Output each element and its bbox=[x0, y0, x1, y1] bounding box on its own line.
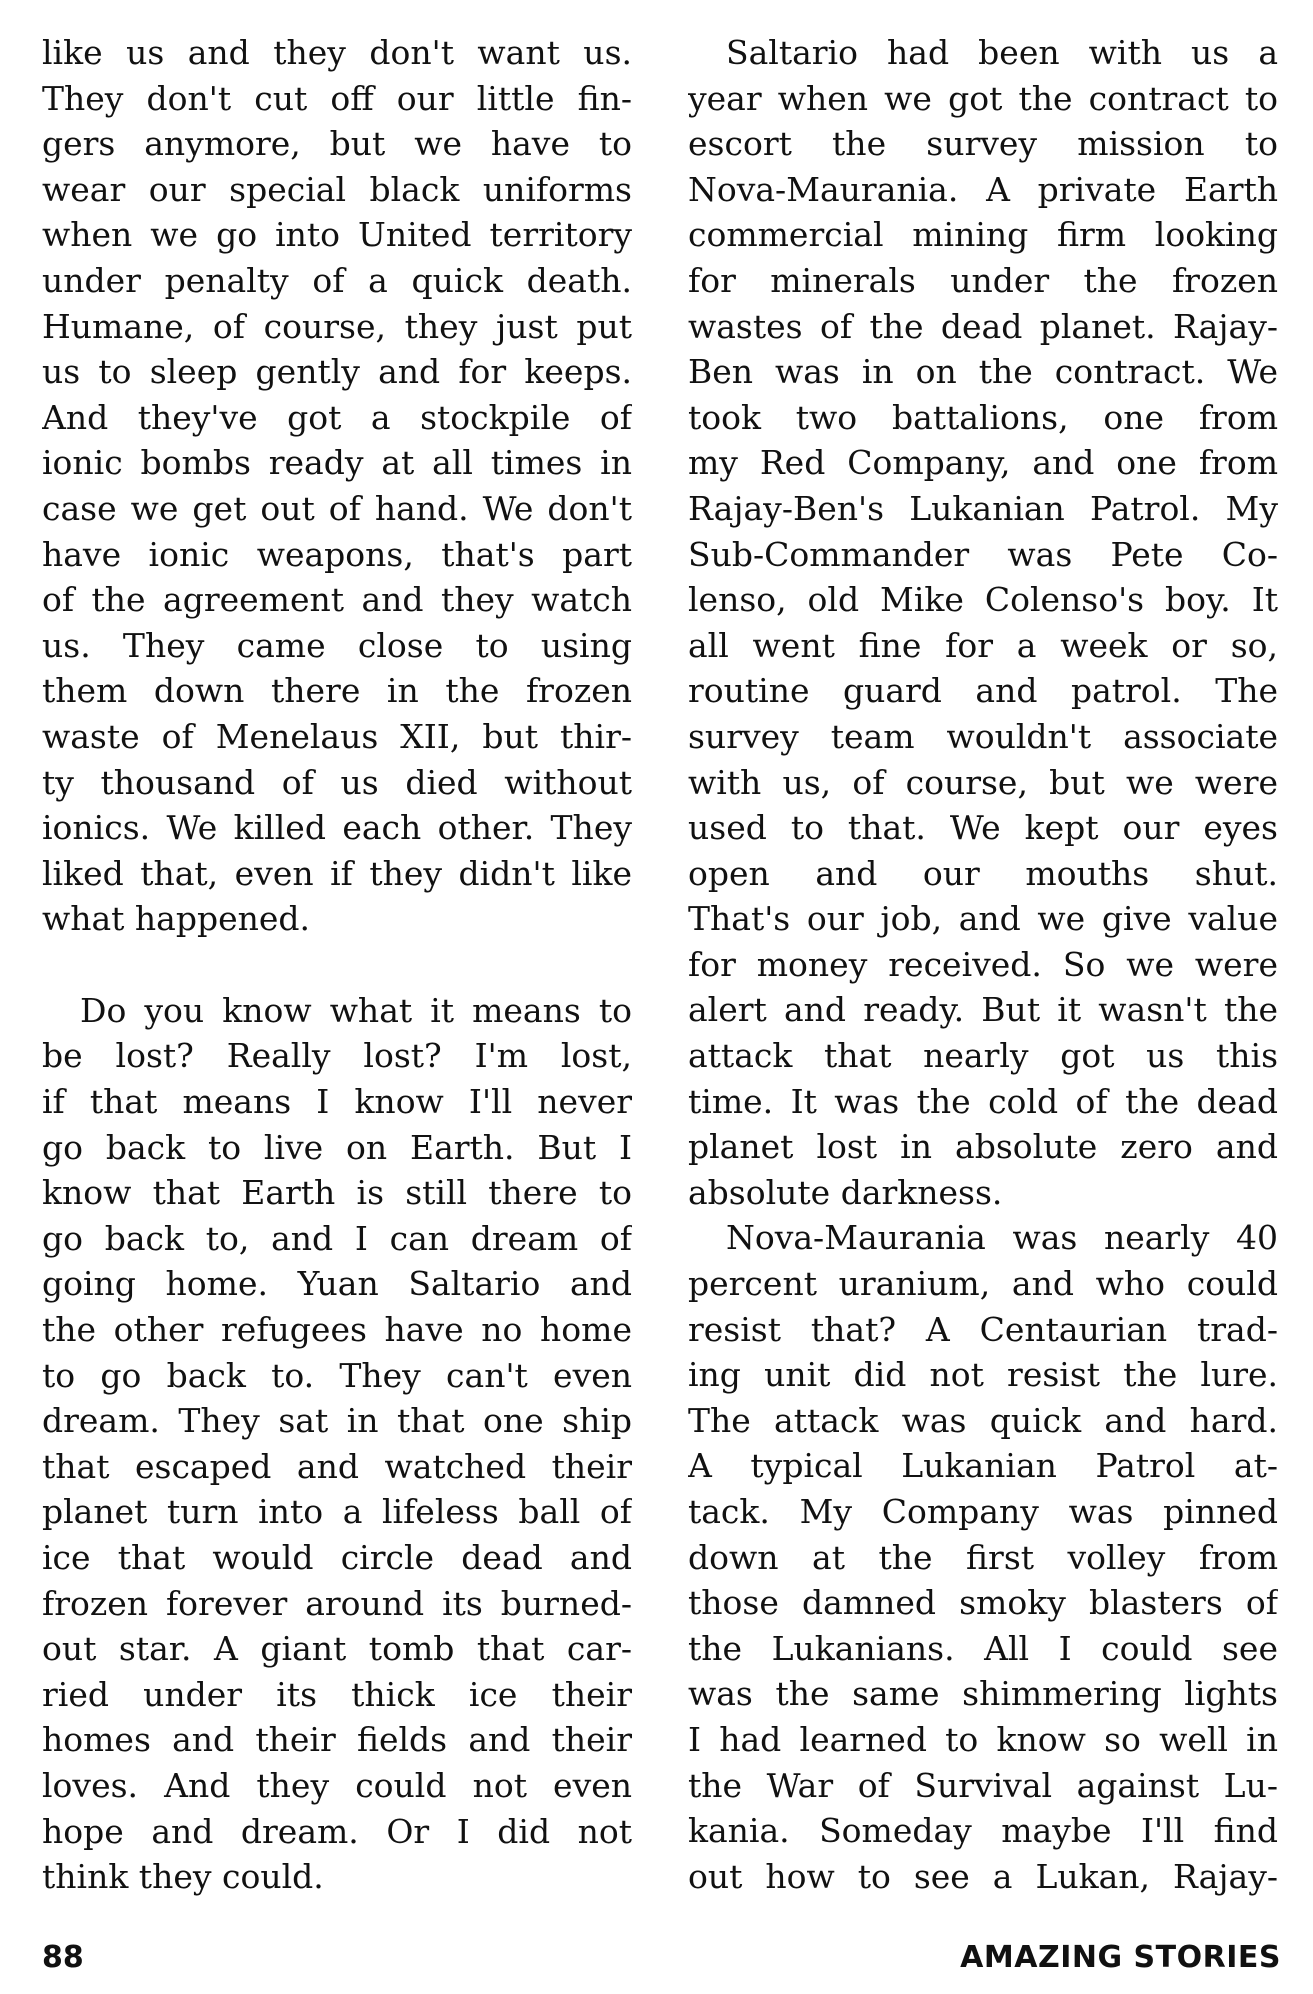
text-line: kania. Someday maybe I'll find bbox=[688, 1811, 1278, 1851]
left-column bbox=[42, 30, 632, 1900]
text-line: us to sleep gently and for keeps. bbox=[42, 352, 632, 392]
text-line: planet lost in absolute zero and bbox=[688, 1127, 1278, 1167]
text-line: took two battalions, one from bbox=[688, 397, 1278, 437]
text-line: The attack was quick and hard. bbox=[688, 1400, 1278, 1440]
text-line: used to that. We kept our eyes bbox=[688, 808, 1278, 848]
text-line: the War of Survival against Lu- bbox=[688, 1765, 1278, 1805]
text-line: under penalty of a quick death. bbox=[42, 260, 632, 300]
text-line: hope and dream. Or I did not bbox=[42, 1811, 632, 1851]
text-line: like us and they don't want us. bbox=[42, 33, 632, 72]
text-line: year when we got the contract to bbox=[688, 78, 1278, 118]
text-line: planet turn into a lifeless ball of bbox=[42, 1492, 632, 1532]
text-line: my Red Company, and one from bbox=[688, 443, 1278, 483]
text-line: was the same shimmering lights bbox=[688, 1674, 1278, 1714]
text-line: case we get out of hand. We don't bbox=[42, 488, 632, 528]
text-line: with us, of course, but we were bbox=[688, 762, 1278, 802]
text-line: the other refugees have no home bbox=[42, 1310, 632, 1350]
text-line: that escaped and watched their bbox=[42, 1446, 632, 1486]
text-line: out how to see a Lukan, Rajay- bbox=[688, 1856, 1278, 1896]
text-line: That's our job, and we give value bbox=[688, 899, 1278, 939]
right-paragraph-2 bbox=[688, 1215, 1278, 1899]
text-line: know that Earth is still there to bbox=[42, 1173, 632, 1213]
text-line: to go back to. They can't even bbox=[42, 1355, 632, 1395]
text-line: for money received. So we were bbox=[688, 944, 1278, 984]
left-paragraph-2 bbox=[42, 988, 632, 1900]
text-line: us. They came close to using bbox=[42, 625, 632, 665]
text-line: time. It was the cold of the dead bbox=[688, 1081, 1278, 1121]
text-line: go back to live on Earth. But I bbox=[42, 1127, 632, 1167]
text-line: routine guard and patrol. The bbox=[688, 671, 1278, 711]
text-line: those damned smoky blasters of bbox=[688, 1583, 1278, 1623]
right-paragraph-1 bbox=[688, 30, 1278, 1215]
text-line: frozen forever around its burned- bbox=[42, 1583, 632, 1623]
text-line: tack. My Company was pinned bbox=[688, 1492, 1278, 1531]
text-line: ing unit did not resist the lure. bbox=[688, 1355, 1278, 1395]
text-line: them down there in the frozen bbox=[42, 671, 632, 711]
text-line: ty thousand of us died without bbox=[42, 762, 632, 802]
page-number: 88 bbox=[42, 1940, 84, 1975]
text-line: escort the survey mission to bbox=[688, 124, 1278, 164]
text-line: of the agreement and they watch bbox=[42, 580, 632, 620]
text-line: when we go into United territory bbox=[42, 215, 632, 255]
text-line: loves. And they could not even bbox=[42, 1765, 632, 1805]
text-line: waste of Menelaus XII, but thir- bbox=[42, 716, 632, 756]
text-line: lenso, old Mike Colenso's boy. It bbox=[688, 580, 1278, 620]
section-break bbox=[42, 942, 632, 988]
text-line: for minerals under the frozen bbox=[688, 260, 1278, 300]
text-line: be lost? Really lost? I'm lost, bbox=[42, 1036, 632, 1076]
text-line: Ben was in on the contract. We bbox=[688, 352, 1278, 392]
text-line: I had learned to know so well in bbox=[688, 1719, 1278, 1759]
text-line: the Lukanians. All I could see bbox=[688, 1628, 1278, 1668]
text-line: dream. They sat in that one ship bbox=[42, 1401, 632, 1441]
text-line: And they've got a stockpile of bbox=[42, 397, 632, 437]
text-line: think they could. bbox=[42, 1857, 324, 1897]
text-line: down at the first volley from bbox=[688, 1537, 1278, 1577]
text-line: alert and ready. But it wasn't the bbox=[688, 990, 1278, 1030]
text-line: liked that, even if they didn't like bbox=[42, 853, 632, 893]
text-line: Nova-Maurania was nearly 40 bbox=[726, 1218, 1278, 1258]
text-line: commercial mining firm looking bbox=[688, 215, 1278, 255]
text-line: open and our mouths shut. bbox=[688, 853, 1278, 893]
text-line: Do you know what it means to bbox=[80, 990, 632, 1030]
right-column bbox=[688, 30, 1278, 1899]
text-line: ionics. We killed each other. They bbox=[42, 808, 632, 848]
text-line: all went fine for a week or so, bbox=[688, 625, 1278, 665]
text-line: Humane, of course, they just put bbox=[42, 306, 632, 346]
text-line: Saltario had been with us a bbox=[726, 33, 1278, 72]
text-line: if that means I know I'll never bbox=[42, 1082, 632, 1122]
text-line: have ionic weapons, that's part bbox=[42, 534, 632, 574]
left-paragraph-1 bbox=[42, 30, 632, 942]
text-line: resist that? A Centaurian trad- bbox=[688, 1309, 1278, 1349]
text-line: go back to, and I can dream of bbox=[42, 1218, 632, 1258]
text-line: ionic bombs ready at all times in bbox=[42, 443, 632, 483]
text-line: wear our special black uniforms bbox=[42, 169, 632, 209]
text-line: homes and their fields and their bbox=[42, 1720, 632, 1760]
text-line: going home. Yuan Saltario and bbox=[42, 1264, 632, 1304]
text-line: percent uranium, and who could bbox=[688, 1264, 1278, 1304]
text-line: what happened. bbox=[42, 899, 311, 939]
magazine-name: AMAZING STORIES bbox=[960, 1940, 1281, 1975]
text-line: ried under its thick ice their bbox=[42, 1674, 632, 1714]
text-line: Sub-Commander was Pete Co- bbox=[688, 534, 1278, 574]
text-line: ice that would circle dead and bbox=[42, 1538, 632, 1577]
text-line: wastes of the dead planet. Rajay- bbox=[688, 306, 1278, 346]
text-line: A typical Lukanian Patrol at- bbox=[688, 1446, 1278, 1486]
text-line: They don't cut off our little fin- bbox=[42, 78, 632, 118]
text-line: Rajay-Ben's Lukanian Patrol. My bbox=[688, 488, 1278, 528]
text-line: gers anymore, but we have to bbox=[42, 124, 632, 164]
text-line: Nova-Maurania. A private Earth bbox=[688, 169, 1278, 209]
text-line: survey team wouldn't associate bbox=[688, 716, 1278, 756]
text-line: absolute darkness. bbox=[688, 1172, 1003, 1212]
text-line: out star. A giant tomb that car- bbox=[42, 1629, 632, 1669]
text-line: attack that nearly got us this bbox=[688, 1036, 1278, 1076]
